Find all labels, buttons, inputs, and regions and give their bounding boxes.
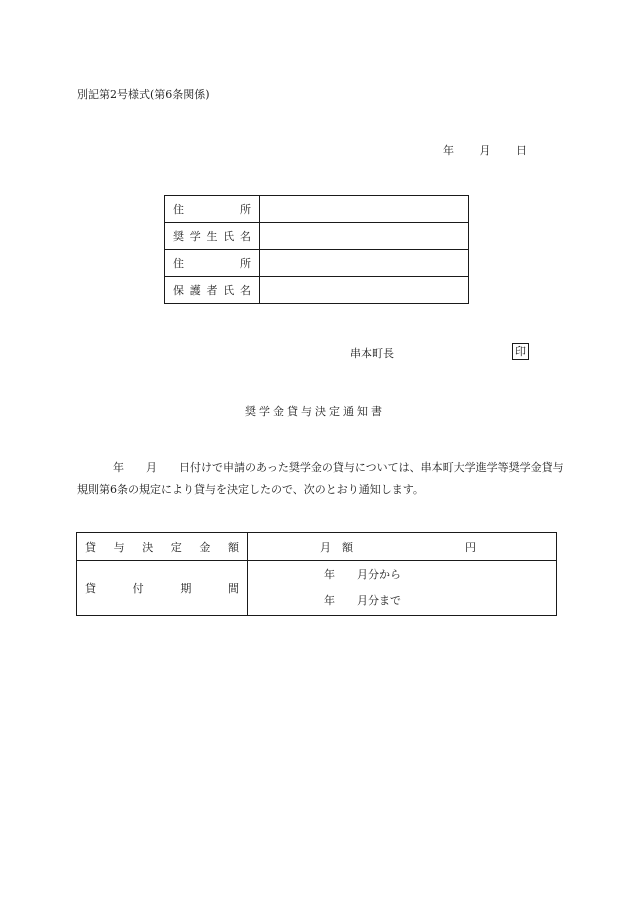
date-day: 日 [516, 144, 527, 157]
date-year: 年 [443, 144, 454, 157]
amount-label [77, 533, 248, 561]
label-char: 氏 [223, 230, 235, 243]
document-title: 奨学金貸与決定通知書 [245, 405, 385, 418]
label-char: 定 [170, 540, 182, 554]
monthly-label: 月 額 [320, 540, 353, 554]
label-char: 貸 [85, 582, 96, 595]
label-char: 付 [132, 582, 144, 595]
label-char: 氏 [223, 284, 235, 297]
seal-mark: 印 [512, 343, 529, 360]
row-period [77, 561, 557, 616]
date-line [443, 142, 527, 158]
body-year: 年 [113, 461, 124, 474]
guardian-name-value[interactable] [260, 277, 469, 304]
label-char: 住 [173, 203, 184, 216]
body-text: 日付けで申請のあった奨学金の貸与については、串本町大学進学等奨学金貸与規則第6条の規定により貸与を決定したので、次のとおり通知します。 [77, 461, 564, 496]
label-char: 名 [240, 284, 251, 297]
guardian-name-label [165, 277, 260, 304]
form-label: 別記第2号様式(第6条関係) [77, 88, 210, 101]
row-guardian-name [165, 277, 469, 304]
student-address-value[interactable] [260, 196, 469, 223]
label-char: 額 [227, 540, 239, 554]
label-char: 所 [240, 257, 251, 270]
row-student-name [165, 223, 469, 250]
period-to: 年 月分まで [324, 594, 401, 607]
body-paragraph [77, 457, 567, 501]
label-char: 学 [189, 230, 201, 243]
label-char: 住 [173, 257, 184, 270]
issuer-name: 串本町長 [350, 347, 394, 360]
guardian-address-label [165, 250, 260, 277]
label-char: 期 [180, 582, 192, 595]
student-name-value[interactable] [260, 223, 469, 250]
period-label [77, 561, 248, 616]
row-student-address [165, 196, 469, 223]
label-char: 奨 [173, 230, 184, 243]
row-amount [77, 533, 557, 561]
recipient-table [164, 195, 469, 304]
label-char: 者 [206, 284, 218, 297]
label-char: 決 [142, 540, 154, 554]
label-char: 名 [240, 230, 251, 243]
date-month: 月 [479, 144, 491, 157]
student-address-label [165, 196, 260, 223]
student-name-label [165, 223, 260, 250]
guardian-address-value[interactable] [260, 250, 469, 277]
label-char: 与 [113, 540, 125, 554]
label-char: 保 [173, 284, 184, 297]
period-from: 年 月分から [324, 568, 401, 581]
label-char: 間 [227, 582, 239, 595]
label-char: 貸 [85, 540, 96, 554]
yen-unit: 円 [465, 540, 476, 554]
row-guardian-address [165, 250, 469, 277]
body-month: 月 [146, 461, 157, 474]
label-char: 所 [240, 203, 251, 216]
label-char: 護 [189, 284, 201, 297]
label-char: 生 [206, 230, 218, 243]
decision-table [76, 532, 557, 616]
amount-value[interactable] [248, 533, 557, 561]
period-value[interactable] [248, 561, 557, 616]
label-char: 金 [199, 540, 211, 554]
